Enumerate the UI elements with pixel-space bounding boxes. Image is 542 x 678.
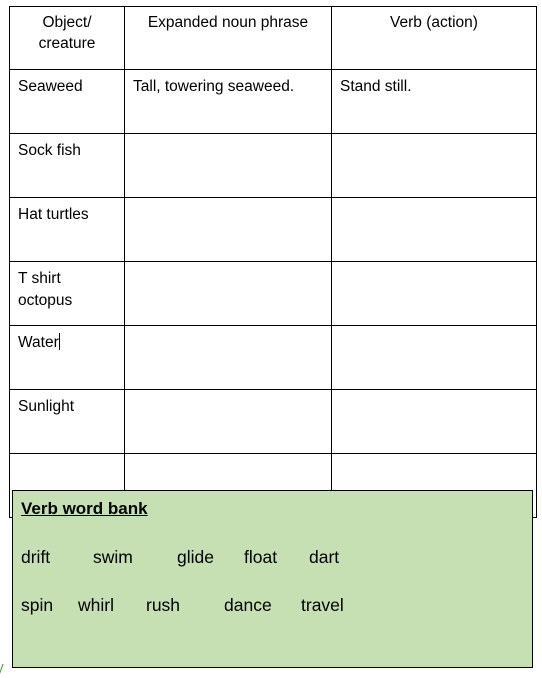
text-cursor: [59, 333, 60, 350]
verb-word-bank: [12, 490, 533, 668]
table-header-row: [10, 7, 537, 70]
corner-mark: [0, 664, 10, 678]
verb-cell[interactable]: [332, 262, 537, 326]
word-glide: glide: [177, 547, 214, 567]
phrase-cell[interactable]: [125, 390, 332, 454]
word-swim: swim: [93, 547, 133, 567]
phrase-cell[interactable]: [125, 198, 332, 262]
header-verb-action: Verb (action): [332, 7, 537, 70]
verb-cell[interactable]: [332, 198, 537, 262]
word-bank-title: Verb word bank: [21, 499, 148, 518]
word-drift: drift: [21, 547, 51, 567]
table-row: [10, 70, 537, 134]
verb-cell[interactable]: [332, 390, 537, 454]
word-dart: dart: [309, 547, 340, 567]
object-cell[interactable]: T shirt octopus: [10, 262, 125, 326]
table-row: [10, 134, 537, 198]
word-rush: rush: [146, 595, 181, 615]
word-dance: dance: [224, 595, 272, 615]
verb-cell[interactable]: [332, 326, 537, 390]
word-travel: travel: [301, 595, 344, 615]
object-cell[interactable]: Seaweed: [10, 70, 125, 134]
word-whirl: whirl: [78, 595, 114, 615]
object-cell[interactable]: Sunlight: [10, 390, 125, 454]
verb-cell[interactable]: Stand still.: [332, 70, 537, 134]
object-cell[interactable]: Water: [10, 326, 125, 390]
table-row: [10, 390, 537, 454]
phrase-cell[interactable]: Tall, towering seaweed.: [125, 70, 332, 134]
header-expanded-noun-phrase: Expanded noun phrase: [125, 7, 332, 70]
word-spin: spin: [21, 595, 54, 615]
header-object-creature: Object/ creature: [10, 7, 125, 70]
phrase-cell[interactable]: [125, 134, 332, 198]
verb-cell[interactable]: [332, 134, 537, 198]
table-row: [10, 262, 537, 326]
table-row: [10, 198, 537, 262]
vocabulary-table: [9, 6, 537, 518]
phrase-cell[interactable]: [125, 326, 332, 390]
object-cell[interactable]: Sock fish: [10, 134, 125, 198]
phrase-cell[interactable]: [125, 262, 332, 326]
table-row: [10, 326, 537, 390]
word-float: float: [244, 547, 278, 567]
object-cell[interactable]: Hat turtles: [10, 198, 125, 262]
